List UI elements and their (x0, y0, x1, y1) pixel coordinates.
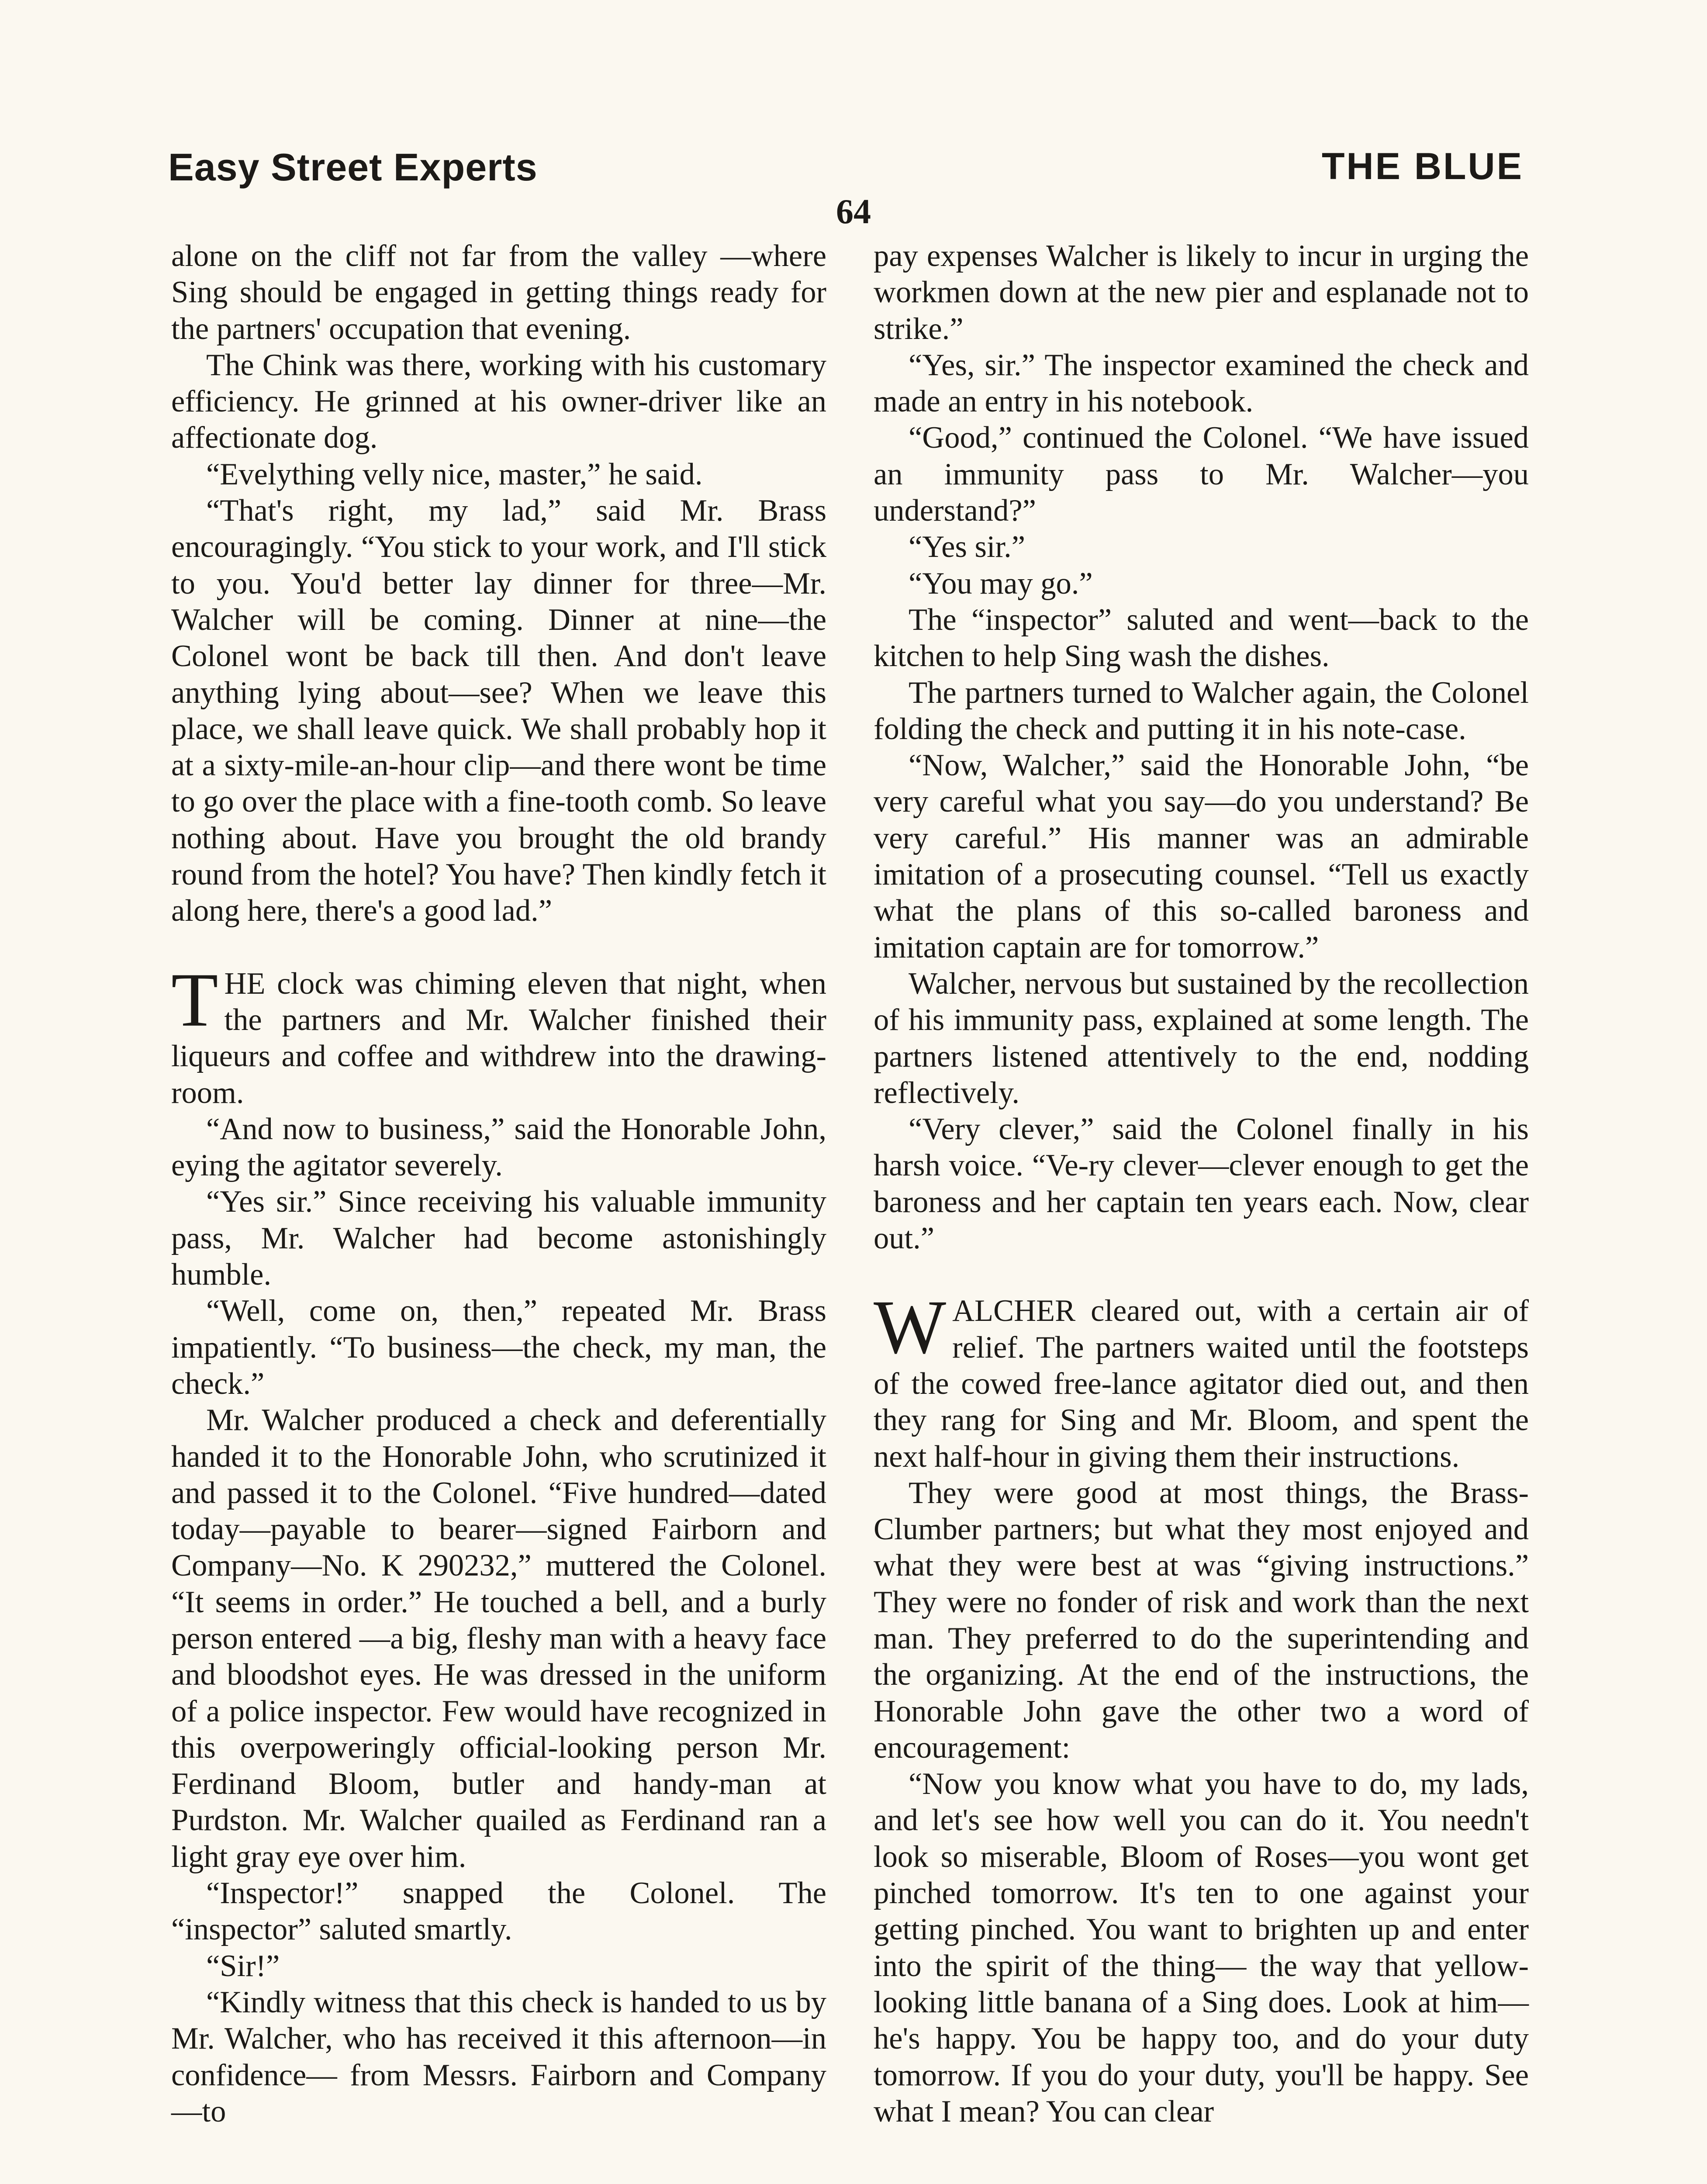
paragraph: “Evelything velly nice, master,” he said. (206, 457, 703, 491)
paragraph: The Chink was there, working with his customary efficiency. He grinned at his owner-driver like an affectionate dog. (171, 348, 826, 455)
paragraph: “Kindly witness that this check is handed to us by Mr. Walcher, who has received it this afternoon—in confidence— from Messrs. Fairborn and Company—to (171, 1985, 826, 2129)
paragraph-text: HE clock was chiming eleven that night, when the partners and Mr. Walcher finished their liqueurs and coffee and withdrew into the drawing-room. (171, 966, 826, 1110)
magazine-name: THE BLUE (1322, 145, 1524, 187)
page-number: 64 (836, 193, 871, 231)
paragraph: “And now to business,” said the Honorable John, eying the agitator severely. (171, 1112, 826, 1183)
section-paragraph (171, 957, 826, 1111)
paragraph: Walcher, nervous but sustained by the recollection of his immunity pass, explained at some length. The partners listened attentively to the end, nodding reflectively. (874, 966, 1529, 1110)
drop-cap: W (874, 1285, 947, 1370)
left-column (171, 238, 826, 2130)
paragraph: “Good,” continued the Colonel. “We have issued an immunity pass to Mr. Walcher—you understand?” (874, 421, 1529, 528)
section-paragraph (874, 1285, 1529, 1475)
paragraph: pay expenses Walcher is likely to incur in urging the workmen down at the new pier and esplanade not to strike.” (874, 239, 1529, 346)
paragraph: “Inspector!” snapped the Colonel. The “inspector” saluted smartly. (171, 1876, 826, 1947)
paragraph: “That's right, my lad,” said Mr. Brass encouragingly. “You stick to your work, and I'll stick to you. You'd better lay dinner for three—Mr. Walcher will be coming. Dinner at nine—the Colonel wont be back till then. And don't leave anything lying about—see? When we leave this place, we shall leave quick. We shall probably hop it at a sixty-mile-an-hour clip—and there wont be time to go over the place with a fine-tooth comb. So leave nothing about. Have you brought the old brandy round from the hotel? You have? Then kindly fetch it along here, there's a good lad.” (171, 494, 826, 928)
paragraph: Mr. Walcher produced a check and deferentially handed it to the Honorable John, who scrutinized it and passed it to the Colonel. “Five hundred—dated today—payable to bearer—signed Fairborn and Company—No. K 290232,” muttered the Colonel. “It seems in order.” He touched a bell, and a burly person entered —a big, fleshy man with a heavy face and bloodshot eyes. He was dressed in the uniform of a police inspector. Few would have recognized in this overpoweringly official-looking person Mr. Ferdinand Bloom, butler and handy-man at Purdston. Mr. Walcher quailed as Ferdinand ran a light gray eye over him. (171, 1403, 826, 1874)
paragraph: “Well, come on, then,” repeated Mr. Brass impatiently. “To business—the check, my man, the check.” (171, 1294, 826, 1401)
running-title: Easy Street Experts (168, 145, 538, 189)
paragraph: They were good at most things, the Brass-Clumber partners; but what they most enjoyed and what they were best at was “giving instructions.” They were no fonder of risk and work than the next man. They preferred to do the superintending and the organizing. At the end of the instructions, the Honorable John gave the other two a word of encouragement: (874, 1476, 1529, 1765)
paragraph: “Sir!” (206, 1949, 280, 1983)
paragraph: The “inspector” saluted and went—back to the kitchen to help Sing wash the dishes. (874, 602, 1529, 674)
paragraph-text: ALCHER cleared out, with a certain air of relief. The partners waited until the footsteps of the cowed free-lance agitator died out, and then they rang for Sing and Mr. Bloom, and spent the next half-hour in giving them their instructions. (874, 1294, 1529, 1474)
paragraph: “Yes sir.” (909, 530, 1026, 564)
paragraph: The partners turned to Walcher again, the Colonel folding the check and putting it in his note-case. (874, 675, 1529, 746)
drop-cap: T (171, 957, 218, 1043)
paragraph: “You may go.” (909, 566, 1093, 601)
paragraph: “Very clever,” said the Colonel finally in his harsh voice. “Ve-ry clever—clever enough to get the baroness and her captain ten years each. Now, clear out.” (874, 1112, 1529, 1256)
paragraph: “Yes, sir.” The inspector examined the check and made an entry in his notebook. (874, 348, 1529, 419)
right-column (874, 238, 1529, 2130)
paragraph: “Yes sir.” Since receiving his valuable immunity pass, Mr. Walcher had become astonishingly humble. (171, 1185, 826, 1292)
paragraph: “Now you know what you have to do, my lads, and let's see how well you can do it. You needn't look so miserable, Bloom of Roses—you wont get pinched tomorrow. It's ten to one against your getting pinched. You want to brighten up and enter into the spirit of the thing— the way that yellow-looking little banana of a Sing does. Look at him—he's happy. You be happy too, and do your duty tomorrow. If you do your duty, you'll be happy. See what I mean? You can clear (874, 1767, 1529, 2129)
paragraph: alone on the cliff not far from the valley —where Sing should be engaged in getting things ready for the partners' occupation that evening. (171, 239, 826, 346)
paragraph: “Now, Walcher,” said the Honorable John, “be very careful what you say—do you understand? Be very careful.” His manner was an admirable imitation of a prosecuting counsel. “Tell us exactly what the plans of this so-called baroness and imitation captain are for tomorrow.” (874, 748, 1529, 964)
